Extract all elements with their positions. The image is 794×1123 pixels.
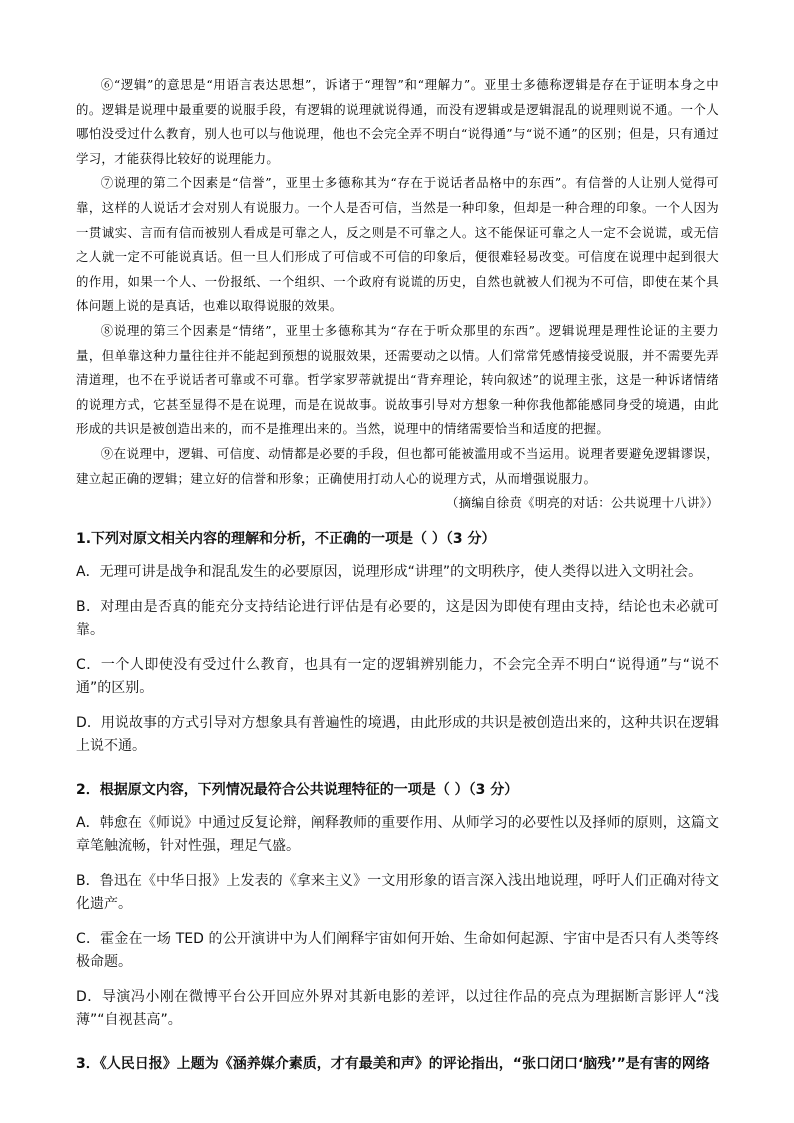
paragraph-7: ⑦说理的第二个因素是“信誉”，亚里士多德称其为“存在于说话者品格中的东西”。有信誉的人让别人觉得可靠，这样的人说话才会对别人有说服力。一个人是否可信，当然是一种印象，但却是一种合理的印象。一个人因为一贯诚实、言而有信而被别人看成是可靠之人，反之则是不可靠之人。这不能保证可靠之人一定不会说谎，或无信之人就一定不可能说真话。但一旦人们形成了可信或不可信的印象后，便很难轻易改变。可信度在说理中起到很大的作用，如果一个人、一份报纸、一个组织、一个政府有说谎的历史，自然也就被人们视为不可信，即使在某个具体问题上说的是真话，也难以取得说服的效果。 [76, 175, 719, 314]
question-2 [76, 778, 719, 1032]
question-2-option-d: D．导演冯小刚在微博平台公开回应外界对其新电影的差评，以过往作品的亮点为理据断言影评人“浅薄”“自视甚高”。 [76, 989, 719, 1028]
paragraph-9: ⑨在说理中，逻辑、可信度、动情都是必要的手段，但也都可能被滥用或不当运用。说理者要避免逻辑谬误，建立起正确的逻辑；建立好的信誉和形象；正确使用打动人心的说理方式，从而增强说服力。 [76, 445, 719, 486]
paragraph-8: ⑧说理的第三个因素是“情绪”，亚里士多德称其为“存在于听众那里的东西”。逻辑说理是理性论证的主要力量，但单靠这种力量往往并不能起到预想的说服效果，还需要动之以情。人们常常凭感情接受说服，并不需要先弄清道理，也不在乎说话者可靠或不可靠。哲学家罗蒂就提出“背弃理论，转向叙述”的说理主张，这是一种诉诸情绪的说理方式，它甚至显得不是在说理，而是在说故事。说故事引导对方想象一种你我他都能感同身受的境遇，由此形成的共识是被创造出来的，而不是推理出来的。当然，说理中的情绪需要恰当和适度的把握。 [76, 322, 719, 437]
question-2-option-b: B．鲁迅在《中华日报》上发表的《拿来主义》一文用形象的语言深入浅出地说理，呼吁人们正确对待文化遗产。 [76, 873, 719, 912]
question-1-option-d: D．用说故事的方式引导对方想象具有普遍性的境遇，由此形成的共识是被创造出来的，这种共识在逻辑上说不通。 [76, 715, 719, 754]
question-3 [76, 1052, 719, 1076]
question-1 [76, 527, 719, 758]
reading-passage [76, 73, 719, 516]
passage-source: （摘编自徐贲《明亮的对话：公共说理十八讲》） [446, 495, 719, 511]
question-1-option-b: B．对理由是否真的能充分支持结论进行评估是有必要的，这是因为即使有理由支持，结论也未必就可靠。 [76, 599, 719, 638]
question-1-option-c: C．一个人即使没有受过什么教育，也具有一定的逻辑辨别能力，不会完全弄不明白“说得通”与“说不通”的区别。 [76, 657, 719, 696]
question-2-option-a: A．韩愈在《师说》中通过反复论辩，阐释教师的重要作用、从师学习的必要性以及择师的原则，这篇文章笔触流畅，针对性强，理足气盛。 [76, 815, 719, 854]
paragraph-6: ⑥“逻辑”的意思是“用语言表达思想”，诉诸于“理智”和“理解力”。亚里士多德称逻辑是存在于证明本身之中的。逻辑是说理中最重要的说服手段，有逻辑的说理就说得通，而没有逻辑或是逻辑混乱的说理则说不通。一个人哪怕没受过什么教育，别人也可以与他说理，他也不会完全弄不明白“说得通”与“说不通”的区别；但是，只有通过学习，才能获得比较好的说理能力。 [76, 77, 719, 166]
question-3-stem: 3．《人民日报》上题为《涵养媒介素质，才有最美和声》的评论指出，“张口闭口‘脑残’”是有害的网络 [76, 1056, 710, 1072]
question-2-option-c: C．霍金在一场 TED 的公开演讲中为人们阐释宇宙如何开始、生命如何起源、宇宙中是否只有人类等终极命题。 [76, 931, 719, 970]
questions-section [76, 527, 719, 1086]
question-1-option-a: A．无理可讲是战争和混乱发生的必要原因，说理形成“讲理”的文明秩序，使人类得以进入文明社会。 [76, 564, 703, 580]
question-1-stem: 1.下列对原文相关内容的理解和分析，不正确的一项是（ ）（3 分） [76, 531, 496, 547]
question-2-stem: 2．根据原文内容，下列情况最符合公共说理特征的一项是（ ）（3 分） [76, 782, 519, 798]
